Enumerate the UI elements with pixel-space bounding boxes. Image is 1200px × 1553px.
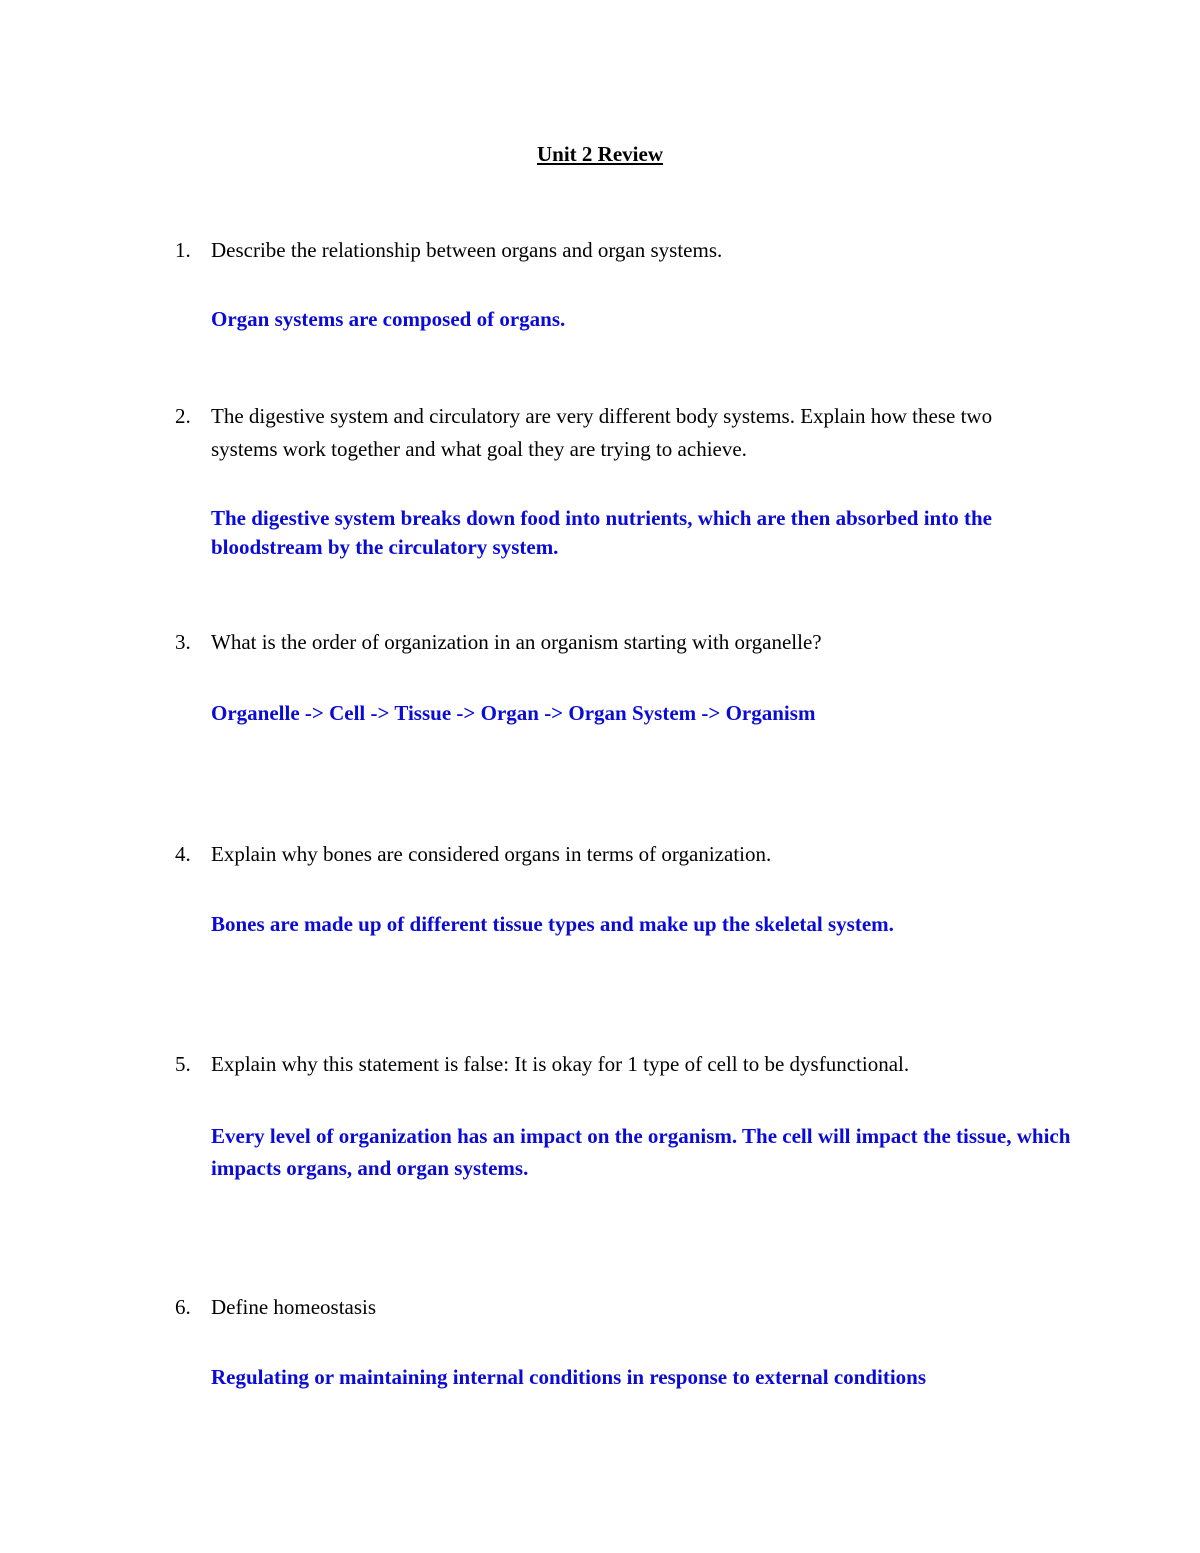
question-text: Define homeostasis: [211, 1295, 377, 1319]
answer-4: Bones are made up of different tissue types and make up the skeletal system.: [211, 912, 894, 936]
answer-6: Regulating or maintaining internal conditions in response to external conditions: [211, 1365, 927, 1389]
page-title: Unit 2 Review: [537, 142, 663, 166]
question-text: What is the order of organization in an organism starting with organelle?: [211, 630, 822, 654]
question-text: Explain why this statement is false: It is okay for 1 type of cell to be dysfunctional.: [211, 1052, 910, 1076]
question-number: 5.: [175, 1052, 191, 1076]
question-text: The digestive system and circulatory are very different body systems. Explain how these two systems work together and what goal they are trying to achieve.: [211, 404, 993, 461]
answer-3: Organelle -> Cell -> Tissue -> Organ -> Organ System -> Organism: [211, 701, 816, 725]
question-text: Describe the relationship between organs and organ systems.: [211, 238, 723, 262]
question-number: 2.: [175, 404, 191, 428]
answer-5: Every level of organization has an impact on the organism. The cell will impact the tissue, which impacts organs, and organ systems.: [211, 1124, 1071, 1180]
question-number: 1.: [175, 238, 191, 262]
question-number: 4.: [175, 842, 191, 866]
answer-1: Organ systems are composed of organs.: [211, 307, 566, 331]
question-number: 6.: [175, 1295, 191, 1319]
question-number: 3.: [175, 630, 191, 654]
question-text: Explain why bones are considered organs in terms of organization.: [211, 842, 772, 866]
answer-2: The digestive system breaks down food into nutrients, which are then absorbed into the bloodstream by the circulatory system.: [211, 506, 992, 559]
